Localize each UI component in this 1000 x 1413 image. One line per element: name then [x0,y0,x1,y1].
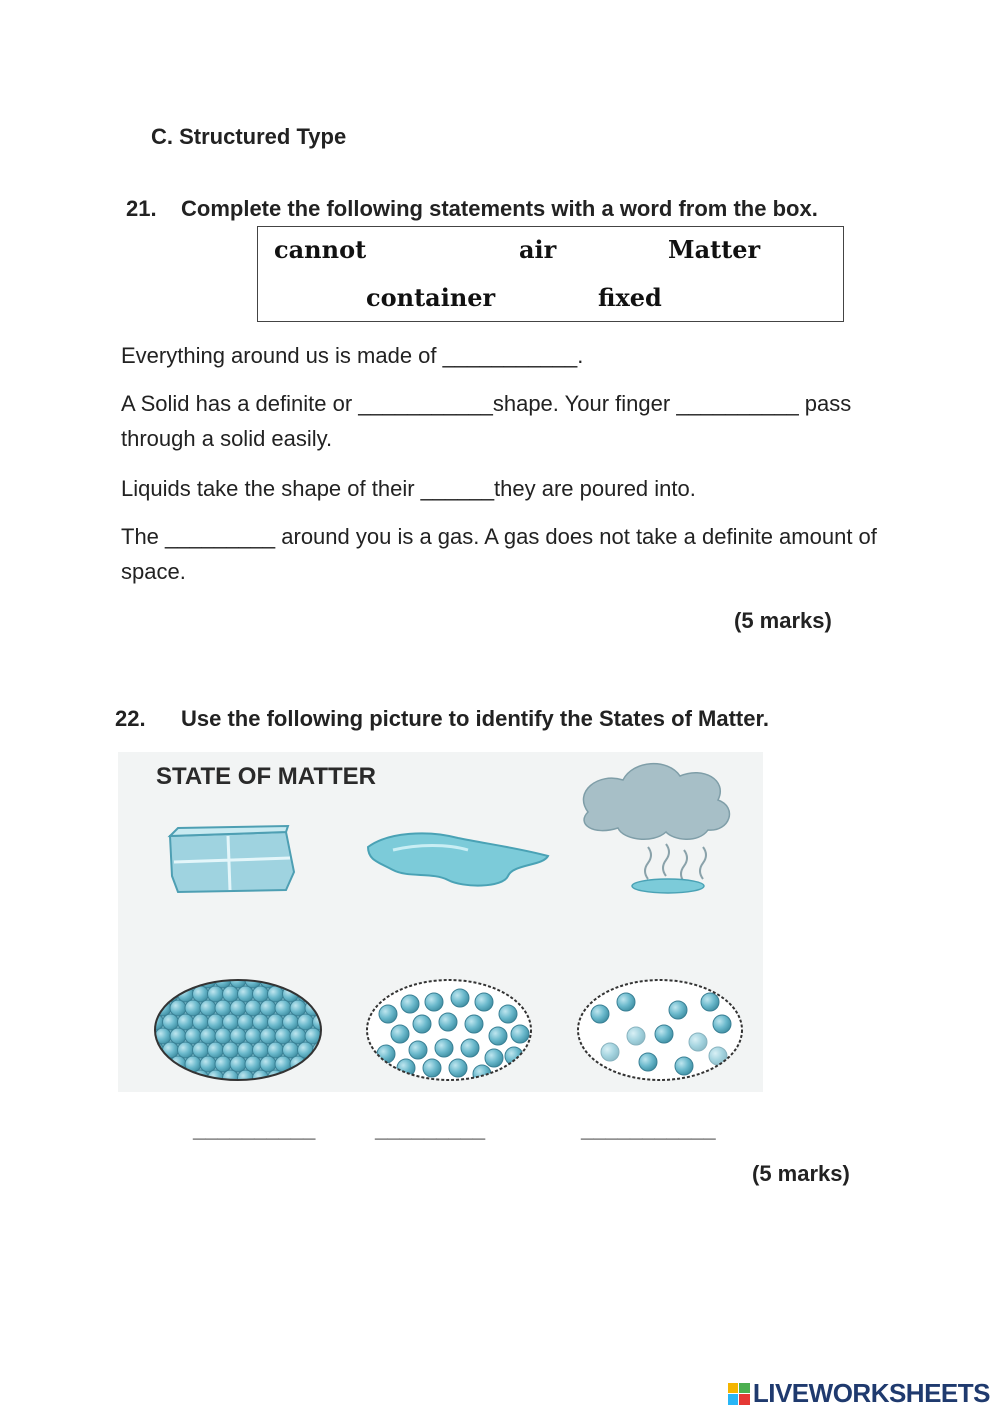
particle [713,1015,731,1033]
section-title: C. Structured Type [151,124,347,149]
particle [675,1057,693,1075]
particle [475,993,493,1011]
particle [283,1042,299,1058]
particle [283,1014,299,1030]
particle [275,1028,291,1044]
particle [200,1000,216,1016]
particle [238,1042,254,1058]
particle [223,1014,239,1030]
particle [268,1014,284,1030]
particle [230,1028,246,1044]
question-21-instruction: Complete the following statements with a word from the box. [181,196,818,221]
question-21-marks: (5 marks) [734,608,832,633]
particle [178,1042,194,1058]
particle [425,993,443,1011]
particle [215,1056,231,1072]
particle [655,1025,673,1043]
answer-blank-solid[interactable]: __________ [193,1117,316,1142]
word-container: container [366,283,496,312]
particle [499,1005,517,1023]
particle [489,1027,507,1045]
liveworksheets-logo-icon [728,1383,750,1405]
particle [268,1042,284,1058]
particle [185,1028,201,1044]
particle [163,1014,179,1030]
particle [260,1056,276,1072]
particle [253,1042,269,1058]
particle [298,1014,314,1030]
particle [379,1005,397,1023]
particle [208,1042,224,1058]
particle [290,1000,306,1016]
particle [253,986,269,1002]
particle [193,986,209,1002]
particle [193,1014,209,1030]
particle [391,1025,409,1043]
particle [435,1039,453,1057]
particle [230,1056,246,1072]
particle [275,1000,291,1016]
particle [230,1000,246,1016]
statement-1: Everything around us is made of ___________. [121,343,584,368]
particle [223,986,239,1002]
particle [465,1015,483,1033]
particle [439,1013,457,1031]
particle [170,1028,186,1044]
particle [238,986,254,1002]
ice-cube-icon [170,826,294,892]
particle [260,1028,276,1044]
statement-3: Liquids take the shape of their ______they are poured into. [121,476,696,501]
particle [669,1001,687,1019]
particle [409,1041,427,1059]
picture-title: STATE OF MATTER [156,763,376,790]
word-cannot: cannot [274,235,367,264]
particle [689,1033,707,1051]
particle [245,1000,261,1016]
particle [601,1043,619,1061]
particle [260,1000,276,1016]
liveworksheets-logo-text: LIVEWORKSHEETS [752,1378,990,1408]
gas-particles-diagram [578,980,742,1080]
particle [208,1014,224,1030]
particle [208,986,224,1002]
particle [200,1028,216,1044]
statement-2: A Solid has a definite or ___________shape. Your finger __________ pass through a solid easily. [121,391,852,451]
particle [627,1027,645,1045]
answer-blank-liquid[interactable]: _________ [375,1117,486,1142]
question-21-number: 21. [126,196,157,221]
particle [413,1015,431,1033]
question-22-marks: (5 marks) [752,1161,850,1186]
particle [451,989,469,1007]
particle [245,1028,261,1044]
particle [223,1042,239,1058]
answer-blank-gas[interactable]: ___________ [581,1117,716,1142]
particle [245,1056,261,1072]
particle [701,993,719,1011]
particle [215,1028,231,1044]
particle [253,1014,269,1030]
question-22-instruction: Use the following picture to identify the States of Matter. [181,706,769,731]
states-of-matter-picture [118,752,763,1092]
particle [185,1000,201,1016]
statement-4: The _________ around you is a gas. A gas does not take a definite amount of space. [121,524,877,584]
particle [423,1059,441,1077]
particle [639,1053,657,1071]
word-air: air [519,235,557,264]
particle [401,995,419,1013]
word-box [257,226,844,322]
particle [238,1014,254,1030]
word-fixed: fixed [598,283,662,312]
particle [290,1028,306,1044]
word-matter: Matter [668,235,761,264]
particle [193,1042,209,1058]
liveworksheets-logo [728,1378,990,1409]
particle [215,1000,231,1016]
particle [485,1049,503,1067]
particle [170,1000,186,1016]
particle [511,1025,529,1043]
particle [461,1039,479,1057]
particle [617,993,635,1011]
particle [178,1014,194,1030]
particle [200,1056,216,1072]
particle [591,1005,609,1023]
particle [449,1059,467,1077]
question-22-number: 22. [115,706,146,731]
particle [268,986,284,1002]
